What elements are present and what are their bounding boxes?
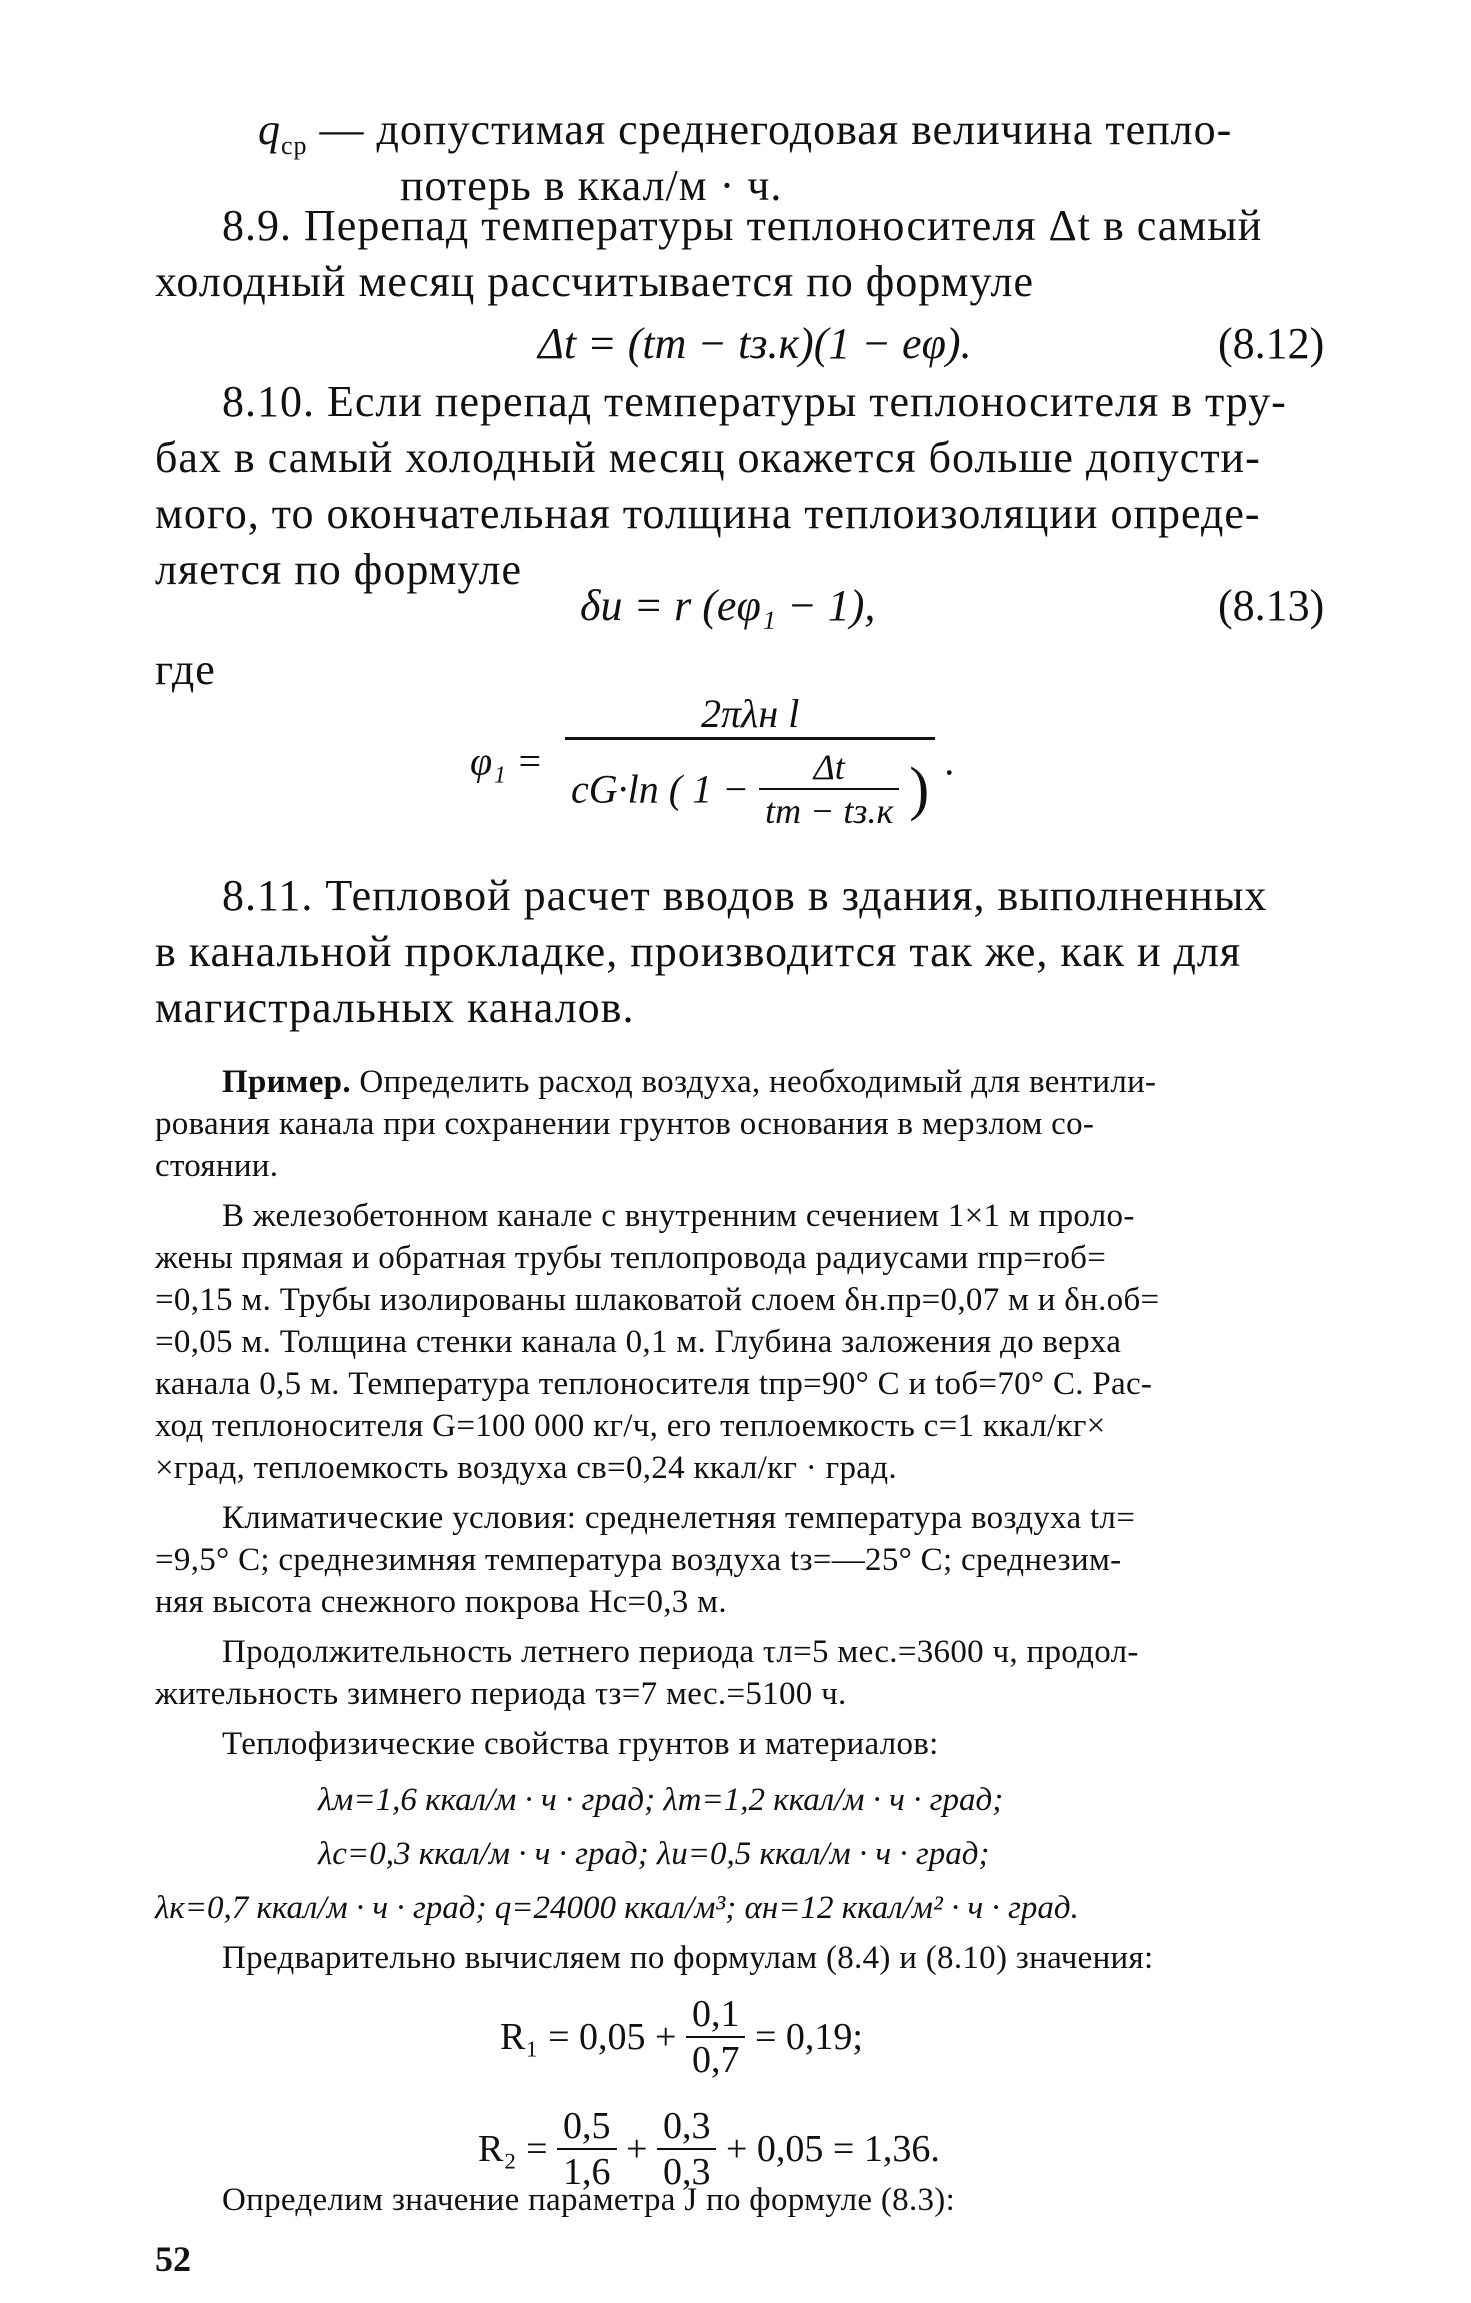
- r2-numerator-1: 0,5: [557, 2104, 617, 2150]
- r2-lhs: R₂ =: [478, 2128, 548, 2170]
- example-line-11: Климатические условия: среднелетняя температура воздуха tл=: [222, 1500, 1136, 1536]
- section-8-10-line-4: ляется по формуле: [155, 545, 523, 594]
- example-line-7: =0,05 м. Толщина стенки канала 0,1 м. Глубина заложения до верха: [155, 1324, 1122, 1360]
- formula-r1: [500, 1992, 863, 2082]
- phi1-numerator: [565, 690, 935, 740]
- phi1-period: .: [945, 738, 956, 784]
- example-line-12: =9,5° С; среднезимняя температура воздуха tз=—25° С; среднезим-: [155, 1542, 1122, 1578]
- example-line-1: [222, 1064, 1156, 1101]
- example-line-16: Теплофизические свойства грунтов и материалов:: [222, 1726, 939, 1762]
- r1-rhs: = 0,19;: [754, 2016, 863, 2058]
- section-8-11-line-1: 8.11. Тепловой расчет вводов в здания, выполненных: [222, 871, 1268, 920]
- example-line-2: рования канала при сохранении грунтов основания в мерзлом со-: [155, 1106, 1095, 1142]
- example-line-19: λк=0,7 ккал/м · ч · град; q=24000 ккал/м³; αн=12 ккал/м² · ч · град.: [155, 1890, 1079, 1926]
- qcp-definition-line-2: потерь в ккал/м · ч.: [400, 161, 783, 210]
- qcp-definition-text: — допустимая среднегодовая величина тепло-: [307, 105, 1233, 154]
- section-8-11-line-3: магистральных каналов.: [155, 983, 635, 1032]
- formula-8-13: δи = r (eφ₁ − 1),: [580, 581, 876, 630]
- phi1-lhs: φ₁ =: [470, 738, 544, 784]
- r1-fraction: [686, 1992, 746, 2082]
- example-line-5: жены прямая и обратная трубы теплопровода радиусами rпр=rоб=: [155, 1240, 1107, 1276]
- r2-numerator-2: 0,3: [657, 2104, 717, 2150]
- section-8-11-line-2: в канальной прокладке, производится так же, как и для: [155, 927, 1242, 976]
- r2-plus: +: [626, 2128, 648, 2170]
- phi1-inner-denominator: tт − tз.к: [765, 791, 894, 831]
- phi1-fraction: [565, 690, 935, 832]
- section-8-9-line-1: 8.9. Перепад температуры теплоносителя Δt в самый: [222, 201, 1263, 250]
- example-line-9: ход теплоносителя G=100 000 кг/ч, его теплоемкость c=1 ккал/кг×: [155, 1408, 1106, 1444]
- r2-denominator-2: 0,3: [662, 2151, 711, 2193]
- r1-numerator: 0,1: [686, 1992, 746, 2038]
- phi1-denominator-right: ): [909, 755, 930, 822]
- qcp-symbol: q: [258, 105, 281, 154]
- example-line-20: Предварительно вычисляем по формулам (8.4) и (8.10) значения:: [222, 1940, 1154, 1976]
- r2-fraction-1: [557, 2104, 617, 2194]
- section-8-10-line-1: 8.10. Если перепад температуры теплоносителя в тру-: [222, 377, 1287, 426]
- qcp-subscript: ср: [281, 130, 308, 160]
- example-line-15: жительность зимнего периода τз=7 мес.=5100 ч.: [155, 1676, 847, 1712]
- formula-r2: [478, 2104, 940, 2194]
- example-line-14: Продолжительность летнего периода τл=5 мес.=3600 ч, продол-: [222, 1634, 1139, 1670]
- section-8-10-line-2: бах в самый холодный месяц окажется больше допусти-: [155, 433, 1261, 482]
- phi1-numerator-text: 2πλн l: [700, 691, 800, 736]
- example-line-17: λм=1,6 ккал/м · ч · град; λт=1,2 ккал/м · ч · град;: [318, 1782, 1004, 1818]
- phi1-inner-fraction: [759, 746, 899, 832]
- equation-number-8-12: (8.12): [1218, 319, 1325, 368]
- phi1-denominator: [565, 740, 935, 832]
- r2-rhs: + 0,05 = 1,36.: [725, 2128, 940, 2170]
- example-line-6: =0,15 м. Трубы изолированы шлаковатой слоем δн.пр=0,07 м и δн.об=: [155, 1282, 1160, 1318]
- where-label: где: [155, 645, 216, 694]
- example-line-3: стоянии.: [155, 1148, 279, 1184]
- example-line-10: ×град, теплоемкость воздуха cв=0,24 ккал/кг · град.: [155, 1450, 897, 1486]
- equation-number-8-13: (8.13): [1218, 581, 1325, 630]
- phi1-denominator-left: cG·ln ( 1 −: [571, 766, 750, 812]
- formula-8-12: Δt = (tт − tз.к)(1 − eφ).: [538, 319, 972, 368]
- section-8-10-line-3: мого, то окончательная толщина теплоизоляции опреде-: [155, 489, 1261, 538]
- formula-phi1: [470, 690, 955, 832]
- phi1-inner-numerator: Δt: [759, 746, 899, 790]
- example-line-8: канала 0,5 м. Температура теплоносителя tпр=90° С и tоб=70° С. Рас-: [155, 1366, 1153, 1402]
- r2-fraction-2: [657, 2104, 717, 2194]
- r1-lhs: R₁ = 0,05 +: [500, 2016, 677, 2058]
- page-number: 52: [155, 2239, 191, 2279]
- example-line-1-text: Определить расход воздуха, необходимый для вентили-: [350, 1064, 1157, 1100]
- r1-denominator: 0,7: [691, 2039, 740, 2081]
- example-line-4: В железобетонном канале с внутренним сечением 1×1 м проло-: [222, 1198, 1135, 1234]
- example-line-18: λс=0,3 ккал/м · ч · град; λи=0,5 ккал/м · ч · град;: [318, 1836, 990, 1872]
- qcp-definition-line-1: [258, 104, 1232, 161]
- section-8-9-line-2: холодный месяц рассчитывается по формуле: [155, 257, 1035, 306]
- example-line-13: няя высота снежного покрова Hс=0,3 м.: [155, 1584, 727, 1620]
- r2-denominator-1: 1,6: [563, 2151, 611, 2193]
- example-line-21: Определим значение параметра J по формуле (8.3):: [222, 2182, 956, 2218]
- example-heading: Пример.: [222, 1064, 351, 1100]
